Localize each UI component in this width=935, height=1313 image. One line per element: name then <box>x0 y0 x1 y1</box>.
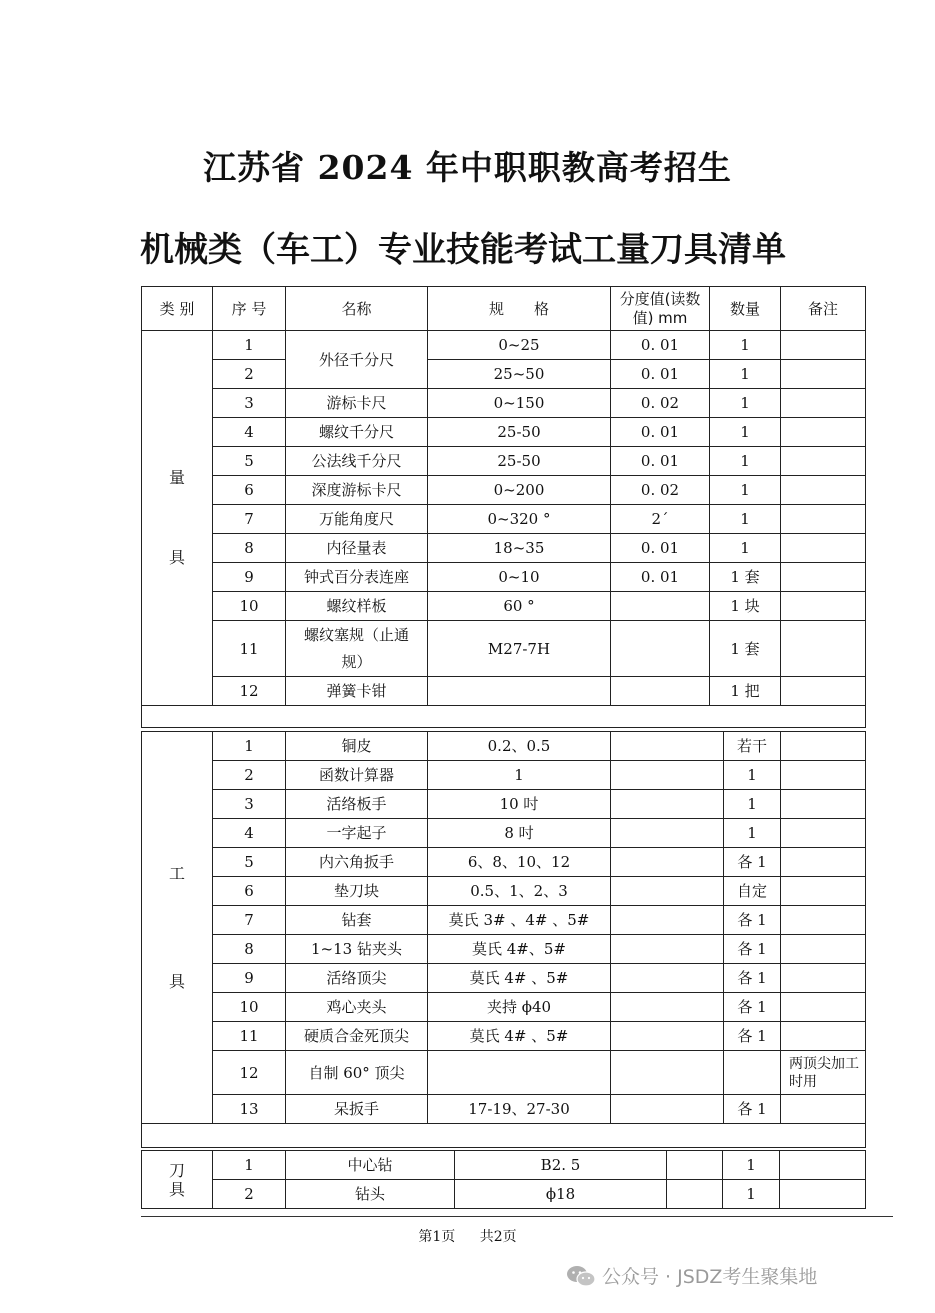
spec-cell: 60 ° <box>428 592 611 621</box>
spec-cell: 0~320 ° <box>428 505 611 534</box>
seq-cell: 11 <box>213 1022 286 1051</box>
name-cell: 铜皮 <box>286 732 428 761</box>
name-cell: 万能角度尺 <box>286 505 428 534</box>
remark-cell <box>781 906 866 935</box>
name-cell: 函数计算器 <box>286 761 428 790</box>
table-row <box>142 360 866 389</box>
remark-cell <box>781 677 866 706</box>
spec-cell: 莫氏 4# 、5# <box>428 964 611 993</box>
remark-cell <box>781 592 866 621</box>
remark-cell <box>781 563 866 592</box>
qty-cell: 1 <box>723 1180 780 1209</box>
qty-cell: 1 套 <box>710 563 781 592</box>
spec-cell: 0~200 <box>428 476 611 505</box>
qty-cell: 1 <box>710 447 781 476</box>
page-total: 共2页 <box>479 1229 517 1245</box>
name-cell: 外径千分尺 <box>286 331 428 389</box>
name-cell: 一字起子 <box>286 819 428 848</box>
name-cell: 中心钻 <box>286 1151 455 1180</box>
remark-cell <box>781 476 866 505</box>
res-cell <box>611 592 710 621</box>
remark-cell <box>781 935 866 964</box>
table-row <box>142 1151 866 1180</box>
table-row <box>142 1022 866 1051</box>
table-row <box>142 534 866 563</box>
remark-cell <box>781 848 866 877</box>
seq-cell: 1 <box>213 331 286 360</box>
qty-cell: 1 <box>724 819 781 848</box>
category-measure-tools <box>142 331 213 706</box>
qty-cell: 1 块 <box>710 592 781 621</box>
page-number: 第1页 <box>418 1229 456 1245</box>
table-row <box>142 819 866 848</box>
qty-cell: 1 <box>724 761 781 790</box>
name-cell: 游标卡尺 <box>286 389 428 418</box>
name-cell: 钻套 <box>286 906 428 935</box>
empty-cell <box>611 819 724 848</box>
category-label: 刀具 <box>168 1160 185 1199</box>
remark-cell <box>781 790 866 819</box>
spec-cell: 25~50 <box>428 360 611 389</box>
empty-cell <box>611 993 724 1022</box>
seq-cell: 10 <box>213 993 286 1022</box>
empty-cell <box>611 1022 724 1051</box>
watermark <box>566 1262 817 1289</box>
name-cell: 鸡心夹头 <box>286 993 428 1022</box>
seq-cell: 12 <box>213 1051 286 1095</box>
table-row <box>142 447 866 476</box>
table-row <box>142 621 866 677</box>
remark-cell <box>781 331 866 360</box>
qty-cell: 1 <box>710 389 781 418</box>
res-cell: 0. 01 <box>611 563 710 592</box>
empty-cell <box>611 732 724 761</box>
qty-cell: 各 1 <box>724 1022 781 1051</box>
spec-cell: 莫氏 4# 、5# <box>428 1022 611 1051</box>
name-cell: 弹簧卡钳 <box>286 677 428 706</box>
table-row <box>142 1051 866 1095</box>
name-cell: 钟式百分表连座 <box>286 563 428 592</box>
header-row <box>142 287 866 331</box>
qty-cell: 1 套 <box>710 621 781 677</box>
name-cell: 活络顶尖 <box>286 964 428 993</box>
name-cell: 自制 60° 顶尖 <box>286 1051 428 1095</box>
name-cell: 呆扳手 <box>286 1095 428 1124</box>
name-cell: 内径量表 <box>286 534 428 563</box>
table-row <box>142 906 866 935</box>
category-char: 具 <box>168 548 185 567</box>
empty-cell <box>611 1051 724 1095</box>
name-cell: 螺纹样板 <box>286 592 428 621</box>
spec-cell: M27-7H <box>428 621 611 677</box>
category-work-tools <box>142 732 213 1124</box>
res-cell <box>611 677 710 706</box>
seq-cell: 11 <box>213 621 286 677</box>
qty-cell: 各 1 <box>724 848 781 877</box>
spec-cell: 0~10 <box>428 563 611 592</box>
res-cell: 2´ <box>611 505 710 534</box>
seq-cell: 12 <box>213 677 286 706</box>
seq-cell: 7 <box>213 906 286 935</box>
remark-cell <box>781 993 866 1022</box>
document-title-line1: 江苏省 2024 年中职职教高考招生 <box>203 148 732 187</box>
empty-cell <box>611 877 724 906</box>
cutting-tools-table <box>141 1150 866 1209</box>
seq-cell: 7 <box>213 505 286 534</box>
seq-cell: 1 <box>213 1151 286 1180</box>
remark-cell <box>781 732 866 761</box>
qty-cell: 1 <box>710 360 781 389</box>
seq-cell: 2 <box>213 761 286 790</box>
qty-cell: 1 <box>710 331 781 360</box>
spec-cell: 0~25 <box>428 331 611 360</box>
remark-cell <box>781 447 866 476</box>
name-cell: 螺纹千分尺 <box>286 418 428 447</box>
category-char: 工 <box>168 863 185 883</box>
name-cell: 1~13 钻夹头 <box>286 935 428 964</box>
seq-cell: 6 <box>213 877 286 906</box>
spec-cell: 0.2、0.5 <box>428 732 611 761</box>
empty-cell <box>611 906 724 935</box>
name-cell: 活络板手 <box>286 790 428 819</box>
qty-cell: 1 把 <box>710 677 781 706</box>
table-row <box>142 761 866 790</box>
category-char: 具 <box>168 971 185 991</box>
table-row <box>142 331 866 360</box>
spacer-row <box>142 706 866 728</box>
qty-cell: 1 <box>710 534 781 563</box>
seq-cell: 13 <box>213 1095 286 1124</box>
table-row <box>142 563 866 592</box>
seq-cell: 10 <box>213 592 286 621</box>
table-row <box>142 993 866 1022</box>
remark-cell <box>781 964 866 993</box>
seq-cell: 2 <box>213 360 286 389</box>
empty-cell <box>611 964 724 993</box>
header-remark: 备注 <box>781 287 866 331</box>
res-cell: 0. 01 <box>611 534 710 563</box>
qty-cell: 1 <box>723 1151 780 1180</box>
name-cell: 螺纹塞规（止通规） <box>286 621 428 677</box>
empty-cell <box>611 761 724 790</box>
remark-cell <box>781 621 866 677</box>
table-row <box>142 964 866 993</box>
seq-cell: 2 <box>213 1180 286 1209</box>
seq-cell: 3 <box>213 790 286 819</box>
seq-cell: 3 <box>213 389 286 418</box>
seq-cell: 1 <box>213 732 286 761</box>
spec-cell: 25-50 <box>428 418 611 447</box>
remark-cell <box>781 534 866 563</box>
qty-cell: 1 <box>710 505 781 534</box>
seq-cell: 8 <box>213 534 286 563</box>
empty-cell <box>611 790 724 819</box>
qty-cell: 各 1 <box>724 935 781 964</box>
name-cell: 钻头 <box>286 1180 455 1209</box>
res-cell: 0. 01 <box>611 331 710 360</box>
spec-cell: 25-50 <box>428 447 611 476</box>
empty-cell <box>667 1180 723 1209</box>
table-row <box>142 677 866 706</box>
name-cell: 垫刀块 <box>286 877 428 906</box>
spec-cell: B2. 5 <box>455 1151 667 1180</box>
res-cell: 0. 01 <box>611 360 710 389</box>
seq-cell: 6 <box>213 476 286 505</box>
seq-cell: 4 <box>213 418 286 447</box>
seq-cell: 4 <box>213 819 286 848</box>
qty-cell: 自定 <box>724 877 781 906</box>
qty-cell: 各 1 <box>724 1095 781 1124</box>
table-row <box>142 790 866 819</box>
remark-cell <box>781 360 866 389</box>
seq-cell: 5 <box>213 447 286 476</box>
page-footer <box>0 1226 935 1246</box>
qty-cell: 各 1 <box>724 906 781 935</box>
remark-cell: 两顶尖加工时用 <box>781 1051 866 1095</box>
remark-cell <box>781 389 866 418</box>
name-cell: 深度游标卡尺 <box>286 476 428 505</box>
spec-cell: 8 吋 <box>428 819 611 848</box>
remark-cell <box>781 505 866 534</box>
qty-cell: 1 <box>724 790 781 819</box>
spec-cell: 0.5、1、2、3 <box>428 877 611 906</box>
work-tools-table <box>141 731 866 1148</box>
spec-cell: 0~150 <box>428 389 611 418</box>
remark-cell <box>781 761 866 790</box>
spec-cell: 17-19、27-30 <box>428 1095 611 1124</box>
spec-cell: 18~35 <box>428 534 611 563</box>
spec-cell: 莫氏 4#、5# <box>428 935 611 964</box>
header-seq: 序 号 <box>213 287 286 331</box>
qty-cell: 各 1 <box>724 964 781 993</box>
footer-divider <box>141 1216 893 1217</box>
tool-list-table <box>141 286 866 728</box>
spec-cell: 10 吋 <box>428 790 611 819</box>
table-row <box>142 848 866 877</box>
name-cell: 内六角扳手 <box>286 848 428 877</box>
qty-cell: 1 <box>710 418 781 447</box>
qty-cell: 各 1 <box>724 993 781 1022</box>
name-cell: 公法线千分尺 <box>286 447 428 476</box>
category-char: 量 <box>168 468 185 487</box>
remark-cell <box>780 1151 866 1180</box>
seq-cell: 5 <box>213 848 286 877</box>
watermark-text: 公众号 · JSDZ考生聚集地 <box>602 1266 818 1288</box>
res-cell: 0. 01 <box>611 447 710 476</box>
spec-cell <box>428 1051 611 1095</box>
spec-cell: ϕ18 <box>455 1180 667 1209</box>
table-row <box>142 592 866 621</box>
res-cell <box>611 621 710 677</box>
category-cutting-tools <box>142 1151 213 1209</box>
empty-cell <box>611 935 724 964</box>
empty-cell <box>611 1095 724 1124</box>
table-row <box>142 935 866 964</box>
remark-cell <box>781 1022 866 1051</box>
qty-cell <box>724 1051 781 1095</box>
res-cell: 0. 02 <box>611 389 710 418</box>
remark-cell <box>781 1095 866 1124</box>
header-name: 名称 <box>286 287 428 331</box>
seq-cell: 8 <box>213 935 286 964</box>
table-row <box>142 1095 866 1124</box>
table-row <box>142 418 866 447</box>
table-row <box>142 1180 866 1209</box>
header-category: 类 别 <box>142 287 213 331</box>
table-row <box>142 877 866 906</box>
spec-cell: 莫氏 3# 、4# 、5# <box>428 906 611 935</box>
seq-cell: 9 <box>213 563 286 592</box>
seq-cell: 9 <box>213 964 286 993</box>
spec-cell: 夹持 ϕ40 <box>428 993 611 1022</box>
table-row <box>142 389 866 418</box>
remark-cell <box>781 877 866 906</box>
res-cell: 0. 01 <box>611 418 710 447</box>
spec-cell <box>428 677 611 706</box>
header-resolution: 分度值(读数值) mm <box>611 287 710 331</box>
res-cell: 0. 02 <box>611 476 710 505</box>
name-cell: 硬质合金死顶尖 <box>286 1022 428 1051</box>
table-row <box>142 732 866 761</box>
empty-cell <box>667 1151 723 1180</box>
spec-cell: 6、8、10、12 <box>428 848 611 877</box>
wechat-icon <box>566 1265 596 1287</box>
header-qty: 数量 <box>710 287 781 331</box>
remark-cell <box>781 418 866 447</box>
spacer-row <box>142 1124 866 1148</box>
empty-cell <box>611 848 724 877</box>
table-row <box>142 476 866 505</box>
qty-cell: 若干 <box>724 732 781 761</box>
header-spec: 规 格 <box>428 287 611 331</box>
spec-cell: 1 <box>428 761 611 790</box>
document-title-line2: 机械类（车工）专业技能考试工量刀具清单 <box>140 230 786 270</box>
qty-cell: 1 <box>710 476 781 505</box>
table-row <box>142 505 866 534</box>
remark-cell <box>781 819 866 848</box>
remark-cell <box>780 1180 866 1209</box>
